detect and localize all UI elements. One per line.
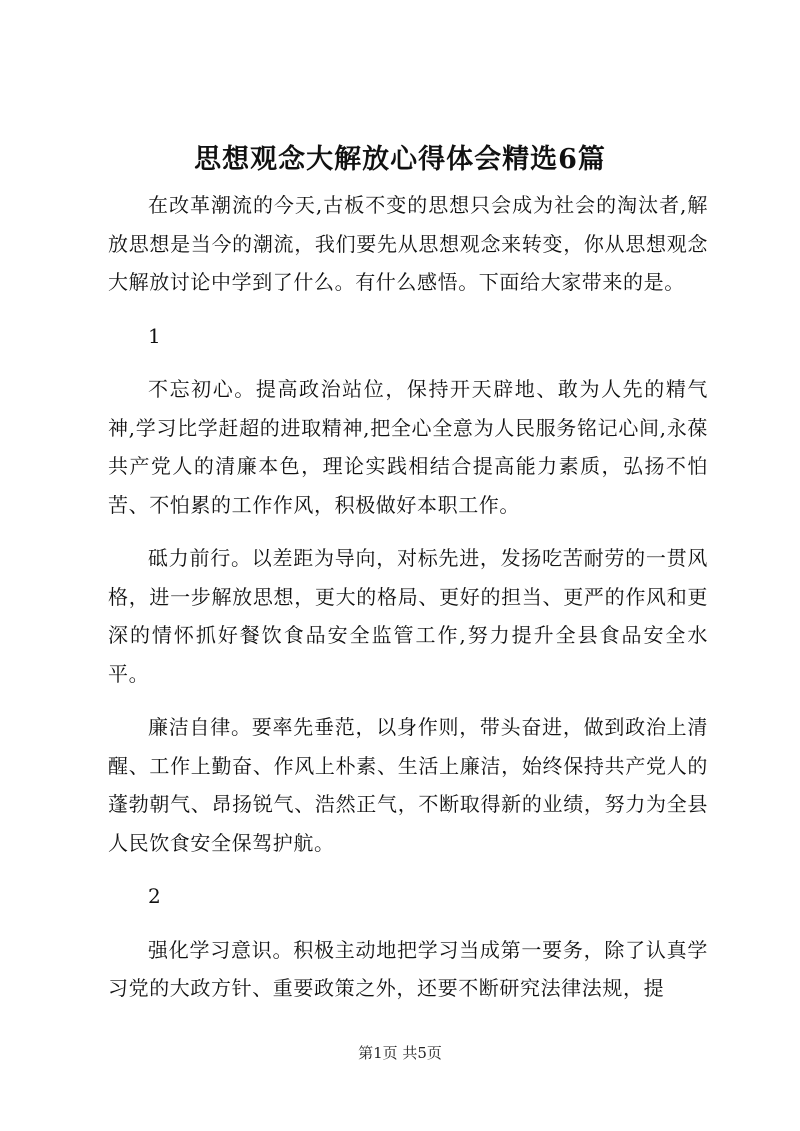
document-title: 思想观念大解放心得体会精选6篇 bbox=[194, 144, 606, 175]
paragraph-qianghua-xuexi: 强化学习意识。积极主动地把学习当成第一要务，除了认真学习党的大政方针、重要政策之外，还要不断研究法律法规，提 bbox=[108, 937, 708, 1000]
page-footer: 第1页 共5页 bbox=[358, 1044, 442, 1062]
section-number-1: 1 bbox=[148, 323, 161, 348]
document-body bbox=[108, 186, 708, 1023]
paragraph-intro: 在改革潮流的今天,古板不变的思想只会成为社会的淘汰者,解放思想是当今的潮流，我们要先从思想观念来转变，你从思想观念大解放讨论中学到了什么。有什么感悟。下面给大家带来的是。 bbox=[108, 193, 708, 294]
paragraph-lianjie-zilv: 廉洁自律。要率先垂范，以身作则，带头奋进，做到政治上清醒、工作上勤奋、作风上朴素、生活上廉洁，始终保持共产党人的蓬勃朝气、昂扬锐气、浩然正气，不断取得新的业绩，努力为全县人民饮食安全保驾护航。 bbox=[108, 715, 708, 855]
paragraph-dili-qianxing: 砥力前行。以差距为导向，对标先进，发扬吃苦耐劳的一贯风格，进一步解放思想，更大的格局、更好的担当、更严的作风和更深的情怀抓好餐饮食品安全监管工作,努力提升全县食品安全水平。 bbox=[108, 546, 708, 686]
paragraph-buwang-chuxin: 不忘初心。提高政治站位，保持开天辟地、敢为人先的精气神,学习比学赶超的进取精神,把全心全意为人民服务铭记心间,永葆共产党人的清廉本色，理论实践相结合提高能力素质，弘扬不怕苦、不怕累的工作作风，积极做好本职工作。 bbox=[108, 377, 708, 517]
section-number-2: 2 bbox=[148, 884, 161, 908]
